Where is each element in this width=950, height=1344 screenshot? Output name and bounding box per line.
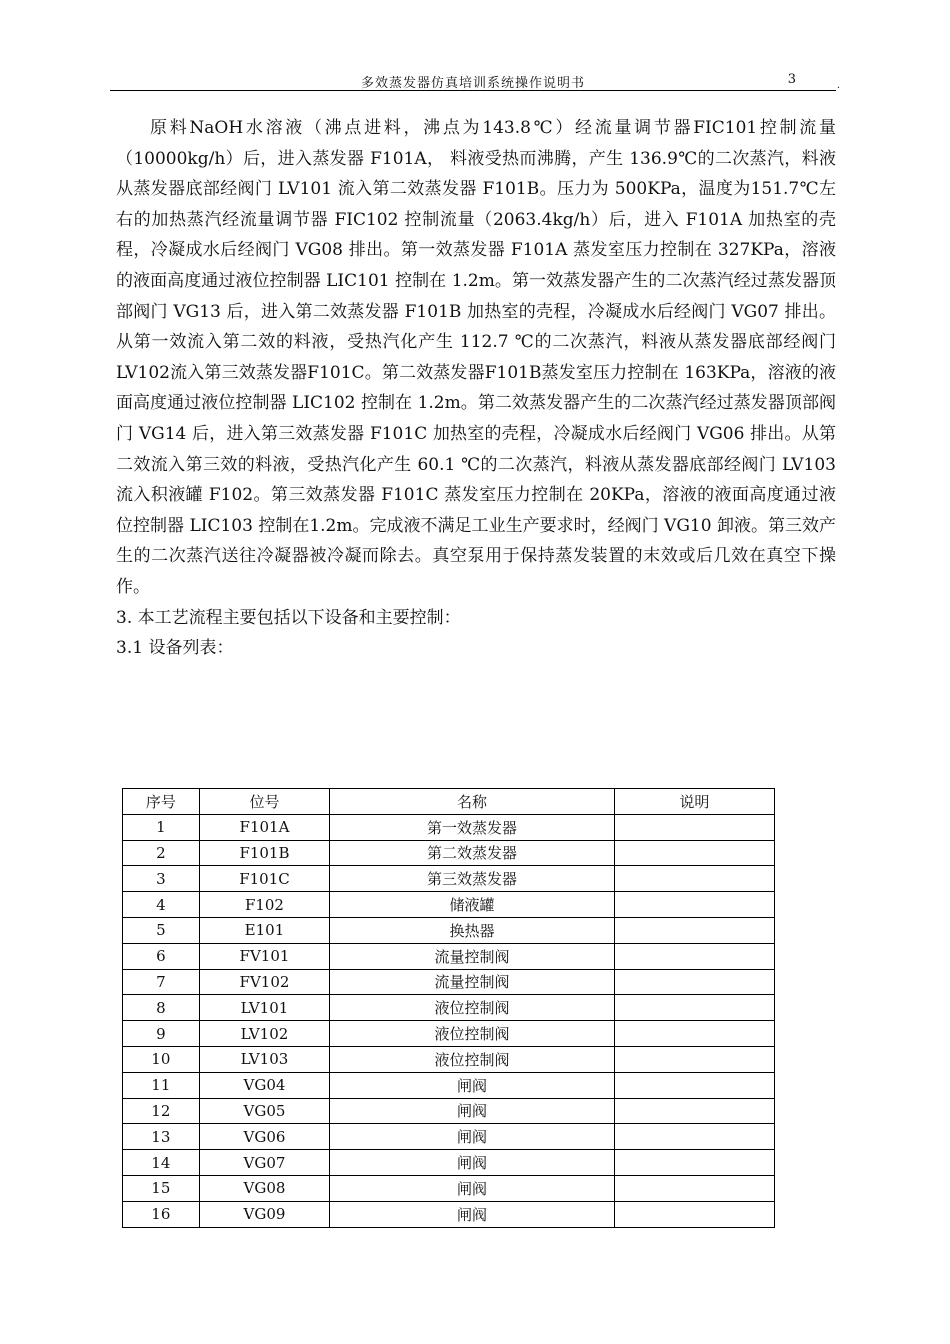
cell-index: 4 <box>123 892 200 918</box>
header-mark: . <box>836 80 840 91</box>
cell-note <box>614 1098 774 1124</box>
cell-index: 9 <box>123 1021 200 1047</box>
cell-name: 液位控制阀 <box>330 1046 615 1072</box>
equipment-table <box>122 788 775 1228</box>
table-row <box>123 917 775 943</box>
cell-tag: VG09 <box>199 1201 330 1227</box>
document-title: 多效蒸发器仿真培训系统操作说明书 <box>360 76 585 91</box>
cell-index: 14 <box>123 1150 200 1176</box>
section-heading: 3. 本工艺流程主要包括以下设备和主要控制： <box>116 607 461 628</box>
cell-note <box>614 1072 774 1098</box>
table-row <box>123 995 775 1021</box>
cell-name: 储液罐 <box>330 892 615 918</box>
cell-tag: VG04 <box>199 1072 330 1098</box>
page-number: 3 <box>787 72 796 87</box>
table-row <box>123 943 775 969</box>
cell-tag: F101B <box>199 840 330 866</box>
cell-note <box>614 814 774 840</box>
cell-tag: F101C <box>199 866 330 892</box>
cell-tag: FV102 <box>199 969 330 995</box>
cell-index: 11 <box>123 1072 200 1098</box>
cell-index: 6 <box>123 943 200 969</box>
cell-note <box>614 892 774 918</box>
table-row <box>123 1072 775 1098</box>
page-header <box>110 70 840 91</box>
header-tag: 位号 <box>199 789 330 815</box>
process-description-paragraph: 原料NaOH水溶液（沸点进料，沸点为143.8℃）经流量调节器FIC101控制流量（10000kg/h）后，进入蒸发器 F101A， 料液受热而沸腾，产生 136.9℃的二次蒸汽，料液从蒸发器底部经阀门 LV101 流入第二效蒸发器 F101B。压力为 500KPa，温度为151.7℃左右的加热蒸汽经流量调节器 FIC102 控制流量（2063.4kg/h）后，进入 F101A 加热室的壳程，冷凝成水后经阀门 VG08 排出。第一效蒸发器 F101A 蒸发室压力控制在 327KPa，溶液的液面高度通过液位控制器 LIC101 控制在 1.2m。第一效蒸发器产生的二次蒸汽经过蒸发器顶部阀门 VG13 后，进入第二效蒸发器 F101B 加热室的壳程，冷凝成水后经阀门 VG07 排出。从第一效流入第二效的料液，受热汽化产生 112.7 ℃的二次蒸汽，料液从蒸发器底部经阀门LV102流入第三效蒸发器F101C。第二效蒸发器F101B蒸发室压力控制在 163KPa，溶液的液面高度通过液位控制器 LIC102 控制在 1.2m。第二效蒸发器产生的二次蒸汽经过蒸发器顶部阀门 VG14 后，进入第三效蒸发器 F101C 加热室的壳程，冷凝成水后经阀门 VG06 排出。从第二效流入第三效的料液，受热汽化产生 60.1 ℃的二次蒸汽，料液从蒸发器底部经阀门 LV103 流入积液罐 F102。第三效蒸发器 F101C 蒸发室压力控制在 20KPa，溶液的液面高度通过液位控制器 LIC103 控制在1.2m。完成液不满足工业生产要求时，经阀门 VG10 卸液。第三效产生的二次蒸汽送往冷凝器被冷凝而除去。真空泵用于保持蒸发装置的末效或后几效在真空下操作。 <box>116 118 836 597</box>
cell-index: 5 <box>123 917 200 943</box>
table-row <box>123 1046 775 1072</box>
cell-name: 第二效蒸发器 <box>330 840 615 866</box>
page-body <box>116 113 836 664</box>
table-body <box>123 814 775 1227</box>
cell-name: 第一效蒸发器 <box>330 814 615 840</box>
table-header-row <box>123 789 775 815</box>
cell-name: 闸阀 <box>330 1150 615 1176</box>
cell-note <box>614 1046 774 1072</box>
cell-index: 3 <box>123 866 200 892</box>
cell-note <box>614 840 774 866</box>
cell-index: 12 <box>123 1098 200 1124</box>
cell-index: 8 <box>123 995 200 1021</box>
cell-note <box>614 1124 774 1150</box>
table-row <box>123 840 775 866</box>
cell-note <box>614 943 774 969</box>
cell-tag: LV103 <box>199 1046 330 1072</box>
cell-index: 10 <box>123 1046 200 1072</box>
cell-name: 换热器 <box>330 917 615 943</box>
cell-name: 流量控制阀 <box>330 969 615 995</box>
cell-note <box>614 995 774 1021</box>
header-name: 名称 <box>330 789 615 815</box>
cell-index: 2 <box>123 840 200 866</box>
table-row <box>123 1175 775 1201</box>
cell-index: 15 <box>123 1175 200 1201</box>
table-row <box>123 969 775 995</box>
cell-tag: VG08 <box>199 1175 330 1201</box>
table-row <box>123 892 775 918</box>
table-row <box>123 814 775 840</box>
cell-index: 16 <box>123 1201 200 1227</box>
cell-note <box>614 969 774 995</box>
cell-name: 液位控制阀 <box>330 1021 615 1047</box>
cell-tag: E101 <box>199 917 330 943</box>
cell-name: 流量控制阀 <box>330 943 615 969</box>
cell-note <box>614 917 774 943</box>
cell-note <box>614 1175 774 1201</box>
table-row <box>123 866 775 892</box>
cell-tag: VG07 <box>199 1150 330 1176</box>
table-row <box>123 1201 775 1227</box>
cell-note <box>614 866 774 892</box>
cell-index: 7 <box>123 969 200 995</box>
cell-name: 第三效蒸发器 <box>330 866 615 892</box>
cell-tag: FV101 <box>199 943 330 969</box>
cell-tag: VG05 <box>199 1098 330 1124</box>
header-note: 说明 <box>614 789 774 815</box>
cell-name: 闸阀 <box>330 1124 615 1150</box>
cell-name: 闸阀 <box>330 1072 615 1098</box>
cell-note <box>614 1150 774 1176</box>
table-row <box>123 1098 775 1124</box>
cell-note <box>614 1021 774 1047</box>
cell-name: 闸阀 <box>330 1175 615 1201</box>
table-row <box>123 1124 775 1150</box>
cell-name: 闸阀 <box>330 1098 615 1124</box>
cell-note <box>614 1201 774 1227</box>
cell-name: 闸阀 <box>330 1201 615 1227</box>
header-index: 序号 <box>123 789 200 815</box>
cell-tag: LV102 <box>199 1021 330 1047</box>
cell-tag: VG06 <box>199 1124 330 1150</box>
table-row <box>123 1021 775 1047</box>
table-row <box>123 1150 775 1176</box>
cell-index: 13 <box>123 1124 200 1150</box>
cell-tag: F102 <box>199 892 330 918</box>
subsection-heading: 3.1 设备列表： <box>116 638 234 659</box>
cell-index: 1 <box>123 814 200 840</box>
cell-name: 液位控制阀 <box>330 995 615 1021</box>
cell-tag: LV101 <box>199 995 330 1021</box>
cell-tag: F101A <box>199 814 330 840</box>
